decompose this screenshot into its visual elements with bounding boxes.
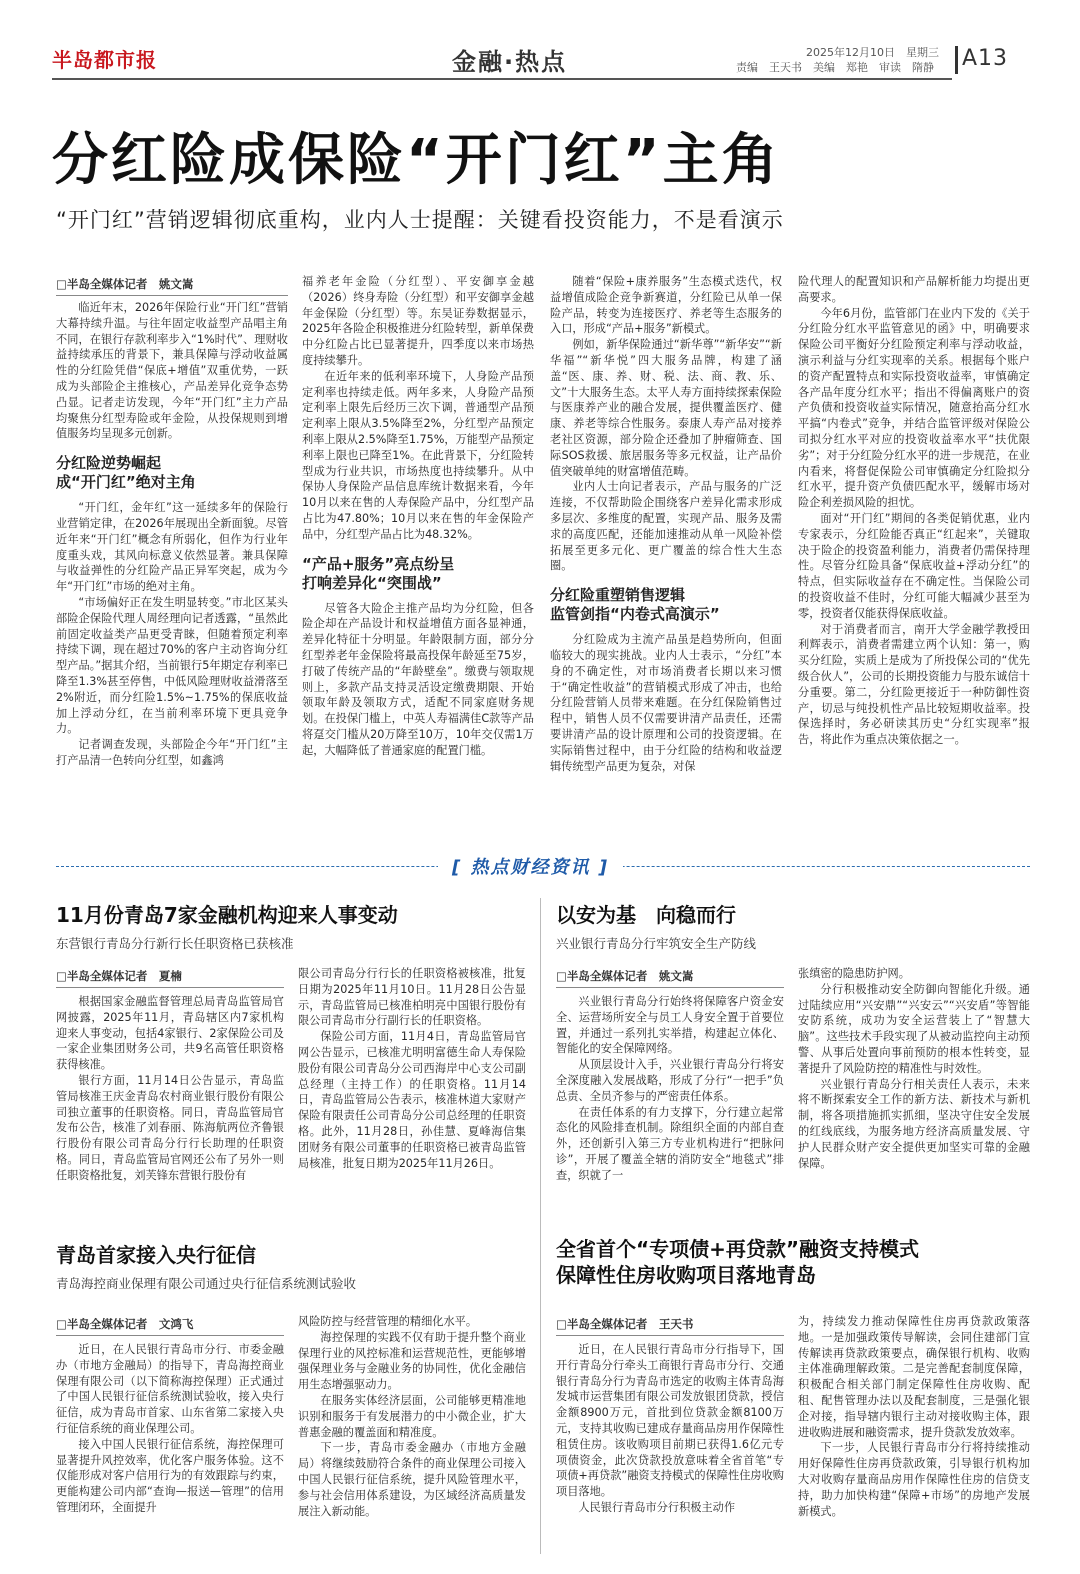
editor-credits: 责编 王天书 美编 郑艳 审读 隋静 <box>736 61 934 74</box>
paragraph: 对于消费者而言，南开大学金融学教授田利辉表示，消费者需建立两个认知：第一，购买分红险，实质上是成为了所投保公司的“优先级合伙人”，公司的长期投资能力与股东诚信十分重要。第二，分红险更接近于一种防御性资产，切忌与纯投机性产品比较短期收益率。投保选择时，务必研读其历史“分红实现率”报告，将此作为重点决策依据之一。 <box>798 622 1030 747</box>
paragraph: 限公司青岛分行行长的任职资格被核准，批复日期为2025年11月10日。11月28日公告显示，青岛监管局已核准柏明亮中国银行股份有限公司青岛市分行副行长的任职资格。 <box>298 967 526 1028</box>
news1-byline: □半岛全媒体记者 夏楠 <box>56 968 284 988</box>
news1-title: 11月份青岛7家金融机构迎来人事变动 <box>56 903 398 927</box>
paragraph: “开门红，金年红”这一延续多年的保险行业营销定律，在2026年展现出全新面貌。尽管近年来“开门红”概念有所弱化，但作为行业年度重头戏，其风向标意义依然显著。兼具保障与收益弹性的分红险产品正异军突起，成为今年“开门红”市场的绝对主角。 <box>56 501 288 594</box>
lead-subheadline: “开门红”营销逻辑彻底重构，业内人士提醒：关键看投资能力，不是看演示 <box>56 208 784 232</box>
lead-byline: □半岛全媒体记者 姚文嵩 <box>56 276 288 296</box>
paragraph: 随着“保险+康养服务”生态模式迭代，权益增值成险企竞争新赛道，分红险已从单一保险产品，转变为连接医疗、养老等生态服务的入口，形成“产品+服务”新模式。 <box>550 275 782 336</box>
paragraph: 在近年来的低利率环境下，人身险产品预定利率也持续走低。两年多来，人身险产品预定利率上限先后经历三次下调，普通型产品预定利率上限从3.5%降至2%，分红型产品预定利率上限从2.5%降至1.75%，万能型产品预定利率上限也已降至1%。在此背景下，分红险转型成为行业共识，市场热度也持续攀升。从中保协人身保险产品信息库统计数据来看，今年10月以来在售的人寿保险产品中，分红型产品占比为47.80%；10月以来在售的年金保险产品中，分红型产品占比为48.32%。 <box>302 369 534 541</box>
paragraph: 尽管各大险企主推产品均为分红险，但各险企却在产品设计和权益增值方面各显神通，差异化特征十分明显。年龄限制方面，部分分红型养老年金保险将最高投保年龄延至75岁，打破了传统产品的“年龄壁垒”。缴费与领取规则上，多款产品支持灵活设定缴费期限、开始领取年龄及领取方式，适配不同家庭财务规划。在投保门槛上，中英人寿福满佳C款等产品将趸交门槛从20万降至10万，10年交仅需1万起，大幅降低了普通家庭的配置门槛。 <box>302 601 534 757</box>
news3-subtitle: 青岛海控商业保理有限公司通过央行征信系统测试验收 <box>56 1276 357 1291</box>
page-number-bar <box>955 46 958 74</box>
paragraph: 从顶层设计入手，兴业银行青岛分行将安全深度融入发展战略，形成了分行“一把手”负总责、全员齐参与的严密责任体系。 <box>556 1058 784 1103</box>
news4-column-1 <box>556 1342 784 1554</box>
news3-byline: □半岛全媒体记者 文鸿飞 <box>56 1316 284 1336</box>
news1-column-1 <box>56 994 284 1216</box>
paragraph: 在服务实体经济层面，公司能够更精准地识别和服务于有发展潜力的中小微企业，扩大普惠金融的覆盖面和精准度。 <box>298 1393 526 1439</box>
paragraph: 海控保理的实践不仅有助于提升整个商业保理行业的风控标准和运营规范性，更能够增强保理业务与金融业务的协同性，优化金融信用生态增强驱动力。 <box>298 1330 526 1392</box>
paragraph: 根据国家金融监督管理总局青岛监管局官网披露，2025年11月，青岛辖区内7家机构迎来人事变动，包括4家银行、2家保险公司及一家企业集团财务公司，共9名高管任职资格获得核准。 <box>56 995 284 1072</box>
news2-title: 以安为基 向稳而行 <box>556 903 736 927</box>
news2-column-2 <box>798 966 1030 1216</box>
section-banner-label: [ 热点财经资讯 ] <box>438 853 623 879</box>
paragraph: 福养老年金险（分红型）、平安御享金越（2026）终身寿险（分红型）和平安御享金越年金保险（分红型）等。东吴证券数据显示，2025年各险企积极推进分红险转型，新单保费中分红险占比已显著提升，四季度以来市场热度持续攀升。 <box>302 275 534 367</box>
paragraph: 例如，新华保险通过“新华尊”“新华安”“新华福”“新华悦”四大服务品牌，构建了涵盖“医、康、养、财、税、法、商、教、乐、文”十大服务生态。太平人寿方面持续探索保险与医康养产业的融合发展，提供覆盖医疗、健康、养老等综合性服务。泰康人寿产品对接养老社区资源，部分险企还叠加了肿瘤筛查、国际SOS救援、旅居服务等多元权益，让产品价值突破单纯的财富增值范畴。 <box>550 338 782 478</box>
lead-subtitle-3: 分红险重塑销售逻辑 监管剑指“内卷式高演示” <box>550 586 720 624</box>
news1-column-2 <box>298 966 526 1216</box>
news2-column-1 <box>556 994 784 1216</box>
paragraph: 临近年末，2026年保险行业“开门红”营销大幕持续升温。与往年固定收益型产品唱主角不同，在银行存款利率步入“1%时代”、理财收益持续承压的背景下，兼具保障与浮动收益属性的分红险凭借“保底+增值”双重优势，一跃成为头部险企主推核心，产品差异化竞争态势凸显。记者走访发现，今年“开门红”主力产品均聚焦分红型寿险或年金险，从投保规则到增值服务均呈现多元创新。 <box>56 301 288 441</box>
lead-column-1 <box>56 300 288 830</box>
section-title: 金融·热点 <box>452 48 568 76</box>
paragraph: 兴业银行青岛分行相关责任人表示，未来将不断探索安全工作的新方法、新技术与新机制，将各项措施抓实抓细，坚决守住安全发展的红线底线，为服务地方经济高质量发展、守护人民群众财产安全提供更加坚实可靠的金融保障。 <box>798 1077 1030 1170</box>
paragraph: 下一步，青岛市委金融办（市地方金融局）将继续鼓励符合条件的商业保理公司接入中国人民银行征信系统，提升风险管理水平，参与社会信用体系建设，为区域经济高质量发展注入新动能。 <box>298 1441 526 1518</box>
paragraph: 保险公司方面，11月4日，青岛监管局官网公告显示，已核准尤明明富德生命人寿保险股份有限公司青岛分公司西海岸中心支公司副总经理（主持工作）的任职资格。11月14日，青岛监管局公告表示，核准林道大家财产保险有限责任公司青岛分公司总经理的任职资格。此外，11月28日，孙佳慧、夏峰海信集团财务有限公司董事的任职资格已被青岛监管局核准，批复日期为2025年11月26日。 <box>298 1030 526 1170</box>
paragraph: 银行方面，11月14日公告显示，青岛监管局核准王庆金青岛农村商业银行股份有限公司独立董事的任职资格。同日，青岛监管局官发布公告，核准了刘春丽、陈海航两位齐鲁银行股份有限公司青岛分行行长助理的任职资格。同日，青岛监管局官网还公布了另外一则任职资格批复，刘芙锋东营银行股份有 <box>56 1073 284 1182</box>
lead-headline: 分红险成保险“开门红”主角 <box>52 128 781 193</box>
column-divider <box>540 898 541 1554</box>
paragraph: 业内人士向记者表示，产品与服务的广泛连接，不仅帮助险企围绕客户差异化需求形成多层次、多维度的配置，实现产品、服务及需求的高度匹配，还能加速推动从单一风险补偿拓展至更多元化、更广覆盖的综合性大生态圈。 <box>550 480 782 573</box>
news4-column-2 <box>798 1314 1030 1554</box>
news3-column-2 <box>298 1314 526 1554</box>
paragraph: “市场偏好正在发生明显转变。”市北区某头部险企保险代理人周经理向记者透露，“虽然此前固定收益类产品更受青睐，但随着预定利率持续下调，现在超过70%的客户主动咨询分红型产品。”据其介绍，当前银行5年期定存利率已降至1.3%甚至停售，中低风险理财收益滑落至2%附近，而分红险1.5%~1.75%的保底收益加上浮动分红，在当前利率环境下更具竞争力。 <box>56 595 288 736</box>
paragraph: 张缜密的隐患防护网。 <box>798 967 910 980</box>
lead-column-3 <box>550 274 782 830</box>
news4-byline: □半岛全媒体记者 王天书 <box>556 1316 784 1336</box>
lead-subtitle-1: 分红险逆势崛起 成“开门红”绝对主角 <box>56 454 196 492</box>
newspaper-masthead: 半岛都市报 <box>52 48 157 72</box>
news1-subtitle: 东营银行青岛分行新行长任职资格已获核准 <box>56 936 294 951</box>
news2-byline: □半岛全媒体记者 姚文嵩 <box>556 968 784 988</box>
paragraph: 在责任体系的有力支撑下，分行建立起常态化的风险排查机制。除组织全面的内部自查外，还创新引入第三方专业机构进行“把脉问诊”，开展了覆盖全辖的消防安全“地毯式”排查，织就了一 <box>556 1105 784 1182</box>
paragraph: 下一步，人民银行青岛市分行将持续推动用好保障性住房再贷款政策，引导银行机构加大对收购存量商品房用作保障性住房的信贷支持，助力加快构建“保障+市场”的房地产发展新模式。 <box>798 1441 1030 1518</box>
issue-date: 2025年12月10日 星期三 <box>806 46 939 59</box>
paragraph: 兴业银行青岛分行始终将保障客户资金安全、运营场所安全与员工人身安全置于首要位置，并通过一系列扎实举措，构建起立体化、智能化的安全保障网络。 <box>556 995 784 1056</box>
news3-title: 青岛首家接入央行征信 <box>56 1243 256 1267</box>
paragraph: 近日，在人民银行青岛市分行、市委金融办（市地方金融局）的指导下，青岛海控商业保理有限公司（以下简称海控保理）正式通过了中国人民银行征信系统测试验收，接入央行征信，成为青岛市首家、山东省第二家接入央行征信系统的商业保理公司。 <box>56 1343 284 1435</box>
paragraph: 面对“开门红”期间的各类促销优惠，业内专家表示，分红险能否真正“红起来”，关键取决于险企的投资盈利能力，消费者仍需保持理性。尽管分红险具备“保底收益+浮动分红”的特点，但实际收益存在不确定性。当保险公司的投资收益不佳时，分红可能大幅减少甚至为零，投资者仅能获得保底收益。 <box>798 511 1030 620</box>
lead-column-2 <box>302 274 534 830</box>
paragraph: 近日，在人民银行青岛市分行指导下，国开行青岛分行牵头工商银行青岛市分行、交通银行青岛分行为青岛市选定的收购主体青岛海发城市运营集团有限公司发放银团贷款，授信金额8900万元，首批到位贷款金额8100万元，支持其收购已建成存量商品房用作保障性租赁住房。该收购项目前期已获得1.6亿元专项债资金，此次贷款投放意味着全省首笔“专项债+再贷款”融资支持模式的保障性住房收购项目落地。 <box>556 1343 784 1499</box>
page-number: A13 <box>962 46 1009 71</box>
paragraph: 人民银行青岛市分行积极主动作 <box>578 1500 736 1514</box>
paragraph: 分红险成为主流产品虽是趋势所向，但面临较大的现实挑战。业内人士表示，“分红”本身的不确定性，对市场消费者长期以来习惯于“确定性收益”的营销模式形成了冲击，也给分红险营销人员带来难题。在分红保险销售过程中，销售人员不仅需要讲清产品责任，还需要讲清产品的设计原理和公司的投资逻辑。在实际销售过程中，由于分红险的结构和收益逻辑传统型产品更为复杂，对保 <box>550 633 782 773</box>
paragraph: 接入中国人民银行征信系统，海控保理可显著提升风控效率，优化客户服务体验。这不仅能形成对客户信用行为的有效跟踪与约束，更能构建公司内部“查询—报送—管理”的信用管理闭环，全面提升 <box>56 1437 284 1514</box>
paragraph: 今年6月份，监管部门在业内下发的《关于分红险分红水平监管意见的函》中，明确要求保险公司平衡好分红险预定利率与浮动收益，演示利益与分红实现率的关系。根据每个账户的资产配置特点和实际投资收益率，审慎确定各产品年度分红水平；指出不得偏离账户的资产负债和投资收益实际情况，随意抬高分红水平搞“内卷式”竞争，并结合监管评级对保险公司拟分红水平对应的投资收益率水平“扶优限劣”；对于分红险分红水平的进一步规范，在业内看来，将督促保险公司审慎确定分红险拟分红水平，提升资产负债匹配水平，缓解市场对险企利差损风险的担忧。 <box>798 306 1030 510</box>
news4-title: 全省首个“专项债+再贷款”融资支持模式 保障性住房收购项目落地青岛 <box>556 1237 920 1287</box>
paragraph: 分行积极推动安全防御向智能化升级。通过陆续应用“兴安鼎”“兴安云”“兴安盾”等智能安防系统，成功为安全运营装上了“智慧大脑”。这些技术手段实现了从被动监控向主动预警、从事后处置向事前预防的根本性转变，显著提升了风险防控的精准性与时效性。 <box>798 982 1030 1075</box>
paragraph: 记者调查发现，头部险企今年“开门红”主打产品清一色转向分红型，如鑫鸿 <box>56 738 288 767</box>
news3-column-1 <box>56 1342 284 1554</box>
header-rule <box>52 78 952 80</box>
news2-subtitle: 兴业银行青岛分行牢筑安全生产防线 <box>556 936 757 951</box>
paragraph: 险代理人的配置知识和产品解析能力均提出更高要求。 <box>798 275 1030 304</box>
lead-column-4 <box>798 274 1030 830</box>
lead-subtitle-2: “产品+服务”亮点纷呈 打响差异化“突围战” <box>302 554 455 592</box>
paragraph: 为，持续发力推动保障性住房再贷款政策落地。一是加强政策传导解读，会同住建部门宣传解读再贷款政策要点，确保银行机构、收购主体准确理解政策。二是完善配套制度保障，积极配合相关部门制定保障性住房收购、配租、配售管理办法以及配套制度，三是强化银企对接，指导辖内银行主动对接收购主体，跟进收购进展和融资需求，提升贷款发放效率。 <box>798 1315 1030 1439</box>
paragraph: 风险防控与经营管理的精细化水平。 <box>298 1315 478 1328</box>
